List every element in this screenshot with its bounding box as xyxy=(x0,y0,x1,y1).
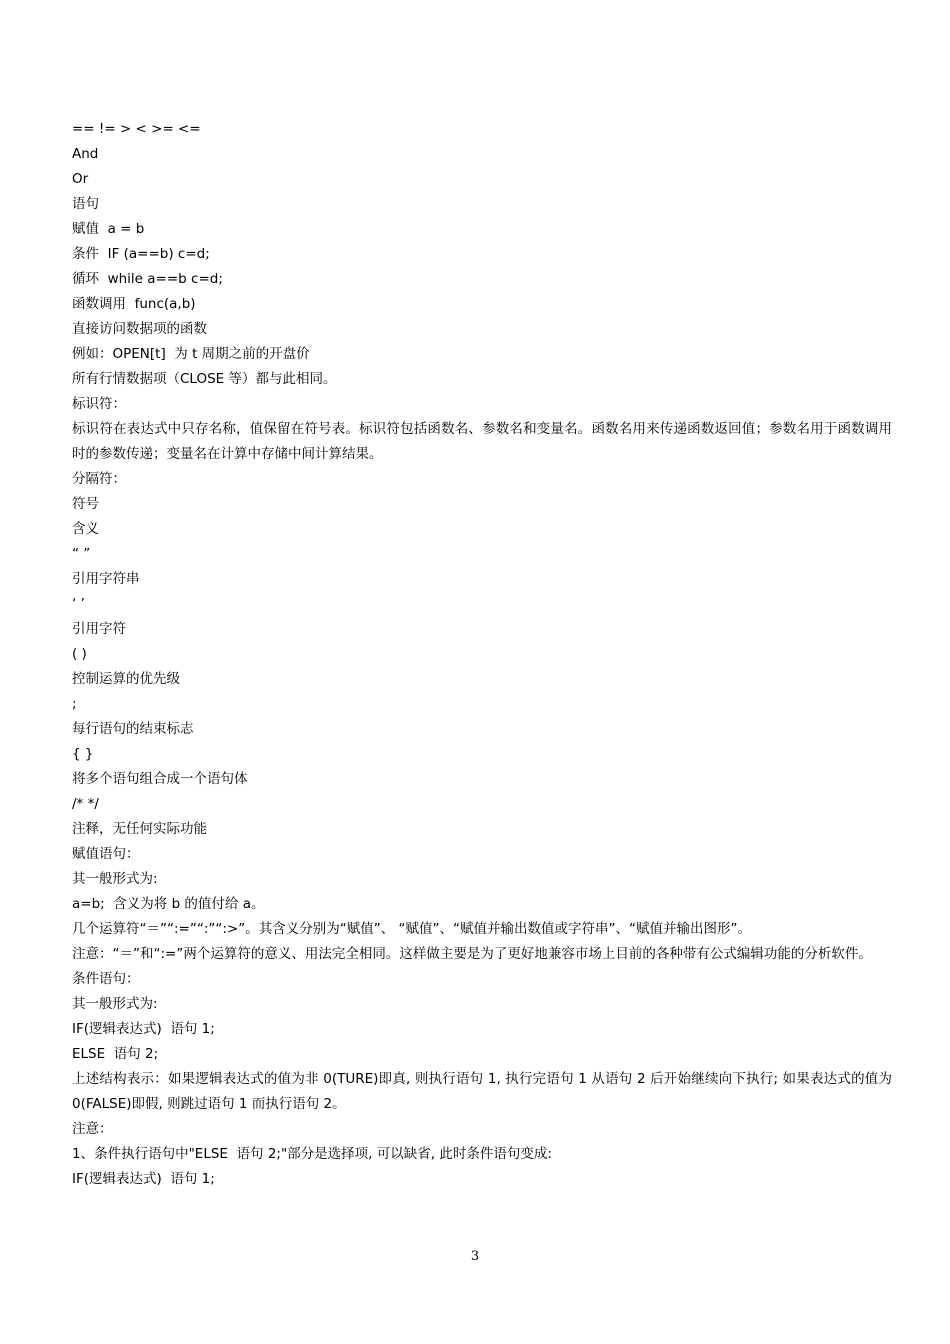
text-line: 引用字符 xyxy=(72,621,126,637)
text-line: 含义 xyxy=(72,521,99,537)
text-line: 所有行情数据项（CLOSE 等）都与此相同。 xyxy=(72,371,337,387)
text-paragraph: 上述结构表示：如果逻辑表达式的值为非 0(TURE)即真, 则执行语句 1, 执行完语句 1 从语句 2 后开始继续向下执行; 如果表达式的值为 0(FALSE)即假, 则跳过语句 1 而执行语句 2。 xyxy=(72,1071,892,1112)
text-line: a=b; 含义为将 b 的值付给 a。 xyxy=(72,896,265,912)
text-line: ( ) xyxy=(72,646,87,662)
text-line: 函数调用 func(a,b) xyxy=(72,296,196,312)
text-line: 注释，无任何实际功能 xyxy=(72,821,207,837)
text-line: 几个运算符“＝”“:=”“:”“:>”。其含义分别为“赋值”、 “赋值”、“赋值并输出数值或字符串”、“赋值并输出图形”。 xyxy=(72,921,751,937)
text-line: /* */ xyxy=(72,796,99,812)
text-paragraph: 注意：“＝”和“:=”两个运算符的意义、用法完全相同。这样做主要是为了更好地兼容市场上目前的各种带有公式编辑功能的分析软件。 xyxy=(72,946,872,962)
text-line: 注意： xyxy=(72,1121,113,1137)
text-line: 直接访问数据项的函数 xyxy=(72,321,207,337)
text-line: 循环 while a==b c=d; xyxy=(72,271,223,287)
text-paragraph: 标识符在表达式中只存名称，值保留在符号表。标识符包括函数名、参数名和变量名。函数名用来传递函数返回值；参数名用于函数调用时的参数传递；变量名在计算中存储中间计算结果。 xyxy=(72,421,892,462)
text-line: ; xyxy=(72,696,77,712)
text-line: 赋值语句： xyxy=(72,846,140,862)
text-line: 引用字符串 xyxy=(72,571,140,587)
text-line: 其一般形式为: xyxy=(72,871,158,887)
text-line: { } xyxy=(72,746,94,762)
text-line: 控制运算的优先级 xyxy=(72,671,180,687)
text-line: 将多个语句组合成一个语句体 xyxy=(72,771,248,787)
text-line: 其一般形式为: xyxy=(72,996,158,1012)
text-line: “ ” xyxy=(72,546,91,562)
page-number: 3 xyxy=(470,1249,480,1264)
text-line: 条件语句： xyxy=(72,971,140,987)
text-line: 符号 xyxy=(72,496,99,512)
text-line: IF(逻辑表达式) 语句 1; xyxy=(72,1171,215,1187)
text-line: 分隔符： xyxy=(72,471,126,487)
text-line: 标识符： xyxy=(72,396,126,412)
text-line: 赋值 a = b xyxy=(72,221,145,237)
text-line: == != > < >= <= xyxy=(72,121,201,137)
text-line: IF(逻辑表达式) 语句 1; xyxy=(72,1021,215,1037)
text-line: 每行语句的结束标志 xyxy=(72,721,194,737)
text-line: 语句 xyxy=(72,196,99,212)
text-line: ELSE 语句 2; xyxy=(72,1046,159,1062)
text-line: ‘ ’ xyxy=(72,596,85,612)
text-line: And xyxy=(72,146,99,162)
text-line: 例如：OPEN[t] 为 t 周期之前的开盘价 xyxy=(72,346,310,362)
text-line: 条件 IF (a==b) c=d; xyxy=(72,246,210,262)
document-body xyxy=(72,117,892,1192)
text-line: 1、条件执行语句中"ELSE 语句 2;"部分是选择项, 可以缺省, 此时条件语句变成: xyxy=(72,1146,552,1162)
text-line: Or xyxy=(72,171,89,187)
